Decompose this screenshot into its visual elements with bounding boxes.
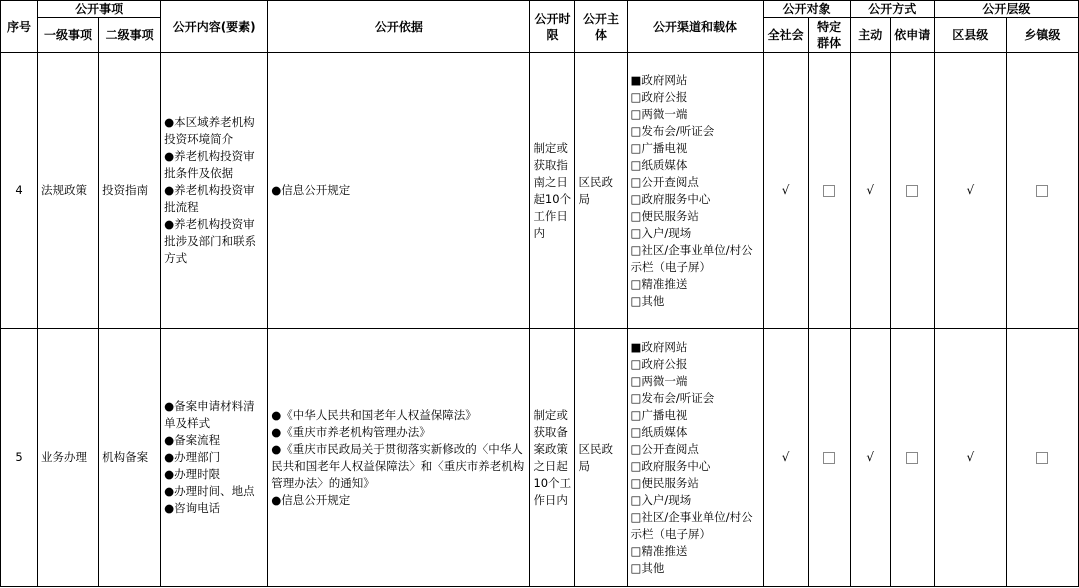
channel-item: □其他 [630, 560, 665, 575]
row-content [161, 329, 268, 587]
channel-item: □两微一端 [630, 373, 688, 388]
basis-item: ●信息公开规定 [271, 492, 351, 507]
table-row [1, 53, 1079, 329]
header-method-active: 主动 [850, 18, 890, 53]
channel-item: □政府服务中心 [630, 458, 711, 473]
row-channels [627, 329, 763, 587]
row-time-limit: 制定或获取指南之日起10个工作日内 [530, 53, 575, 329]
header-channel: 公开渠道和载体 [627, 1, 763, 53]
basis-item: ●《重庆市养老机构管理办法》 [271, 424, 431, 439]
channel-item: □纸质媒体 [630, 157, 688, 172]
channel-item: □精准推送 [630, 276, 688, 291]
row-subject: 区民政局 [575, 53, 627, 329]
row-level-town [1006, 53, 1078, 329]
channel-item: □政府公报 [630, 89, 688, 104]
header-level-group: 公开层级 [934, 1, 1078, 18]
table-row [1, 329, 1079, 587]
basis-item: ●《中华人民共和国老年人权益保障法》 [271, 407, 477, 422]
check-mark: √ [966, 450, 975, 464]
row-basis [268, 329, 530, 587]
header-target-group: 公开对象 [763, 1, 850, 18]
channel-item: □精准推送 [630, 543, 688, 558]
channel-item: □发布会/听证会 [630, 390, 715, 405]
content-item: ●本区域养老机构投资环境简介 [164, 115, 255, 146]
row-level-county [934, 53, 1006, 329]
row-target-all [763, 329, 808, 587]
row-time-limit: 制定或获取备案政策之日起10个工作日内 [530, 329, 575, 587]
basis-item: ●信息公开规定 [271, 183, 351, 197]
check-mark: √ [781, 450, 790, 464]
channel-item: □政府服务中心 [630, 191, 711, 206]
row-method-active [850, 329, 890, 587]
content-item: ●养老机构投资审批流程 [164, 183, 255, 214]
channel-item: □其他 [630, 293, 665, 308]
row-method-request [890, 329, 934, 587]
row-content [161, 53, 268, 329]
row-method-active [850, 53, 890, 329]
header-level2: 二级事项 [99, 18, 161, 53]
channel-item: ■政府网站 [630, 339, 688, 354]
row-level2: 机构备案 [99, 329, 161, 587]
content-item: ●办理部门 [164, 450, 221, 464]
empty-checkbox-icon [906, 452, 918, 464]
content-item: ●办理时限 [164, 467, 221, 481]
header-basis: 公开依据 [268, 1, 530, 53]
check-mark: √ [866, 183, 875, 197]
row-level-county [934, 329, 1006, 587]
channel-item: □公开查阅点 [630, 441, 699, 456]
row-target-all [763, 53, 808, 329]
channel-item: □公开查阅点 [630, 174, 699, 189]
channel-item: □便民服务站 [630, 475, 699, 490]
check-mark: √ [966, 183, 975, 197]
channel-item: □发布会/听证会 [630, 123, 715, 138]
row-channels [627, 53, 763, 329]
content-item: ●备案申请材料清单及样式 [164, 399, 255, 430]
header-method-request: 依申请 [890, 18, 934, 53]
row-target-specific [808, 53, 850, 329]
channel-item: □纸质媒体 [630, 424, 688, 439]
row-subject: 区民政局 [575, 329, 627, 587]
content-item: ●备案流程 [164, 433, 221, 447]
content-item: ●养老机构投资审批涉及部门和联系方式 [164, 217, 257, 265]
header-target-all: 全社会 [763, 18, 808, 53]
basis-item: ●《重庆市民政局关于贯彻落实新修改的〈中华人民共和国老年人权益保障法〉和〈重庆市养老机构管理办法〉的通知》 [271, 441, 525, 490]
row-seq: 5 [1, 329, 38, 587]
row-level1: 业务办理 [38, 329, 99, 587]
header-content: 公开内容(要素) [161, 1, 268, 53]
channel-item: □便民服务站 [630, 208, 699, 223]
row-target-specific [808, 329, 850, 587]
check-mark: √ [781, 183, 790, 197]
empty-checkbox-icon [1036, 452, 1048, 464]
row-basis [268, 53, 530, 329]
header-time-limit: 公开时限 [530, 1, 575, 53]
channel-item: □政府公报 [630, 356, 688, 371]
empty-checkbox-icon [823, 452, 835, 464]
channel-item: □广播电视 [630, 140, 688, 155]
row-level1: 法规政策 [38, 53, 99, 329]
row-level2: 投资指南 [99, 53, 161, 329]
row-method-request [890, 53, 934, 329]
channel-item: ■政府网站 [630, 72, 688, 87]
channel-item: □社区/企事业单位/村公示栏（电子屏） [630, 242, 753, 274]
content-item: ●咨询电话 [164, 501, 221, 515]
channel-item: □两微一端 [630, 106, 688, 121]
channel-item: □广播电视 [630, 407, 688, 422]
channel-item: □入户/现场 [630, 225, 692, 240]
check-mark: √ [866, 450, 875, 464]
header-method-group: 公开方式 [850, 1, 934, 18]
header-level-town: 乡镇级 [1006, 18, 1078, 53]
empty-checkbox-icon [1036, 185, 1048, 197]
channel-item: □入户/现场 [630, 492, 692, 507]
row-seq: 4 [1, 53, 38, 329]
content-item: ●养老机构投资审批条件及依据 [164, 149, 255, 180]
header-target-specific: 特定群体 [808, 18, 850, 53]
header-level-county: 区县级 [934, 18, 1006, 53]
content-item: ●办理时间、地点 [164, 484, 255, 498]
header-subject: 公开主体 [575, 1, 627, 53]
row-level-town [1006, 329, 1078, 587]
header-item-group: 公开事项 [38, 1, 161, 18]
header-seq: 序号 [1, 1, 38, 53]
channel-item: □社区/企事业单位/村公示栏（电子屏） [630, 509, 753, 541]
empty-checkbox-icon [823, 185, 835, 197]
empty-checkbox-icon [906, 185, 918, 197]
header-level1: 一级事项 [38, 18, 99, 53]
